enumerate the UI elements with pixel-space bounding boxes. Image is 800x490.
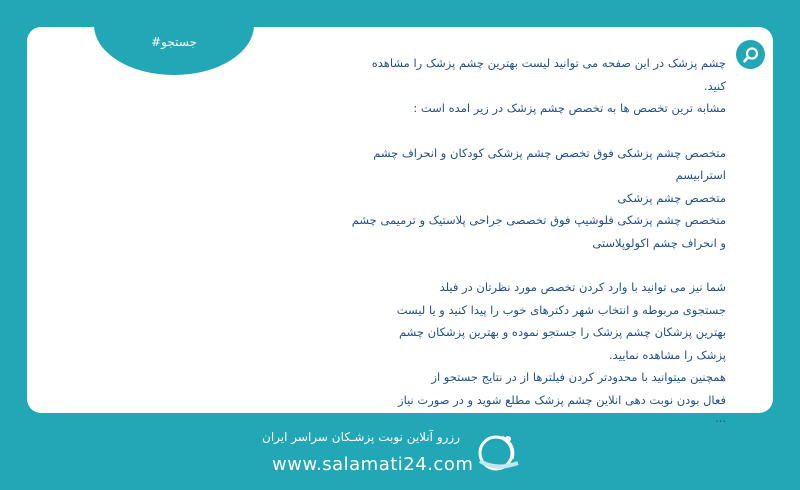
intro-line: چشم پزشک در این صفحه می توانید لیست بهترین چشم پزشک را مشاهده xyxy=(371,56,726,70)
content-card xyxy=(27,27,773,425)
specialty-line: متخصص چشم پزشکی فلوشیپ فوق تخصصی جراحی پلاستیک و ترمیمی چشم xyxy=(351,213,726,227)
specialty-line: استرابیسم xyxy=(675,168,726,182)
paragraph-line: جستجوی مربوطه و انتخاب شهر دکترهای خوب را پیدا کنید و یا لیست xyxy=(396,302,726,317)
paragraph-line: همچنین میتوانید با محدودتر کردن فیلترها از در نتایج جستجو از xyxy=(431,370,726,384)
description-text xyxy=(286,52,726,425)
search-button[interactable] xyxy=(736,40,765,69)
intro-line: مشابه ترین تخصص ها به تخصص چشم پزشک در زیر امده است : xyxy=(413,101,726,115)
paragraph-line: شما نیز می توانید با وارد کردن تخصص مورد نظرتان در فیلد xyxy=(439,280,726,294)
paragraph-line: پزشک را مشاهده نمایید. xyxy=(609,347,726,362)
footer-tagline: رزرو آنلاین نوبت پزشـکان سراسر ایران xyxy=(262,430,460,444)
footer-url[interactable]: www.salamati24.com xyxy=(272,454,474,475)
salamati-logo-icon xyxy=(472,427,532,475)
specialty-line: متخصص چشم پزشکی xyxy=(617,190,726,205)
intro-line: کنید. xyxy=(703,78,726,93)
paragraph-line: بهترین پزشکان چشم پزشک را جستجو نموده و بهترین پزشکان چشم xyxy=(398,325,726,339)
paragraph-line: فعال بودن نوبت دهی انلاین چشم پزشک مطلع شوید و در صورت نیاز xyxy=(398,392,726,407)
specialty-line: و انحراف چشم اکولوپلاستی xyxy=(592,235,726,250)
search-icon xyxy=(742,46,760,64)
search-tag[interactable] xyxy=(94,25,254,75)
search-tag-label: #جستجو xyxy=(151,35,197,49)
specialty-line: متخصص چشم پزشکی فوق تخصص چشم پزشکی کودکان و انحراف چشم xyxy=(373,145,726,160)
paragraph-ellipsis: ... xyxy=(715,411,726,425)
